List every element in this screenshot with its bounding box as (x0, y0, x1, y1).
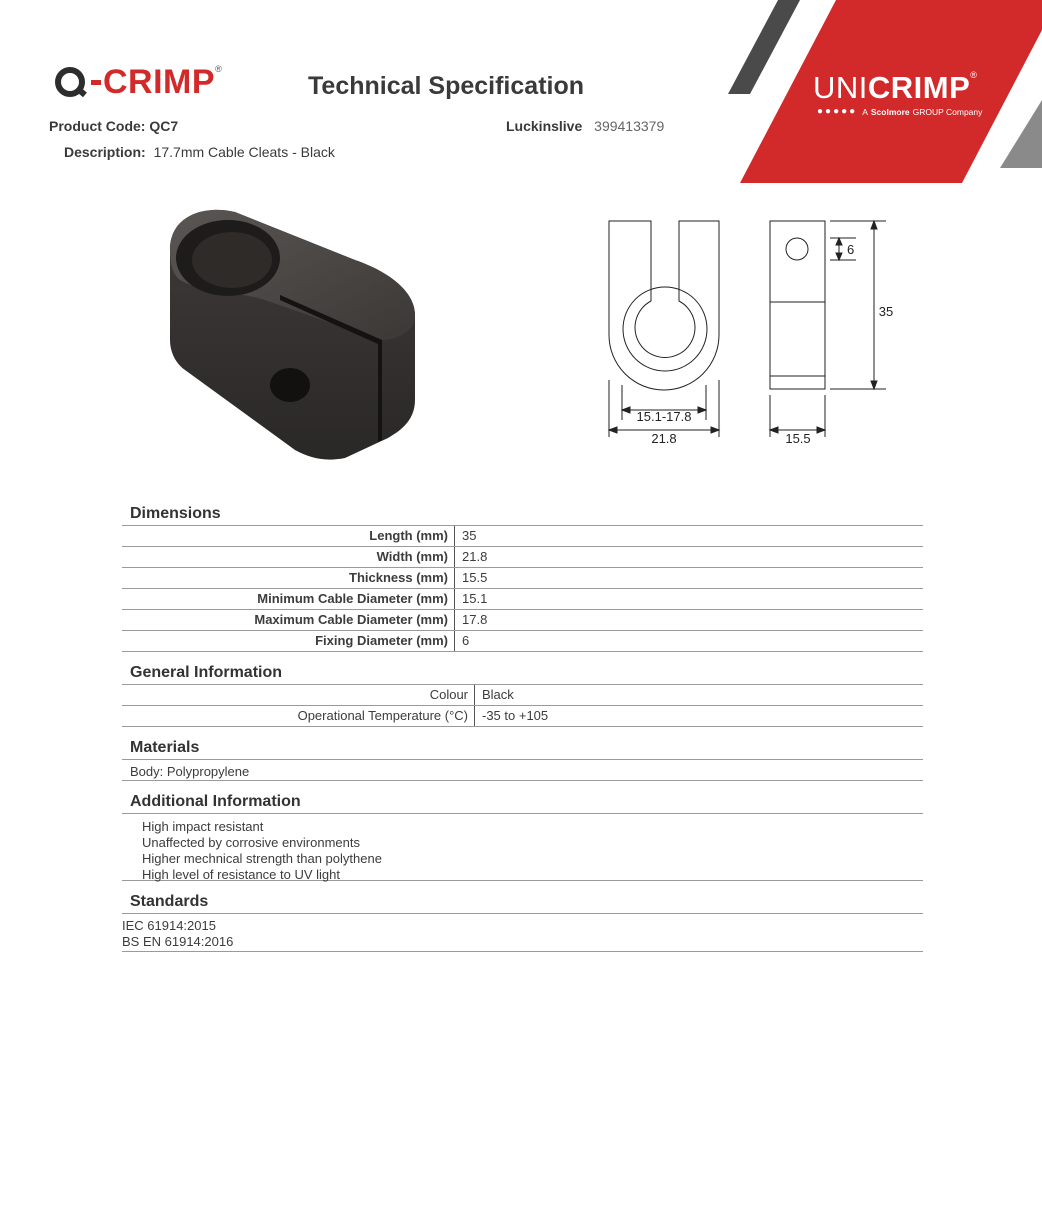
fixing-hole (270, 368, 310, 402)
row-label: Fixing Diameter (mm) (122, 631, 455, 651)
description-label: Description: (64, 144, 146, 160)
unicrimp-tagline (817, 106, 982, 117)
list-item: Unaffected by corrosive environments (142, 835, 360, 850)
arrowhead (836, 253, 842, 260)
unicrimp-bold: CRIMP (867, 70, 971, 105)
luckinslive-value: 399413379 (594, 118, 665, 134)
row-label: Length (mm) (122, 526, 455, 546)
tagline-prefix: A (862, 106, 868, 117)
tagline-dots: ●●●●● (817, 106, 858, 117)
row-value: 15.1 (462, 591, 488, 606)
product-code-label: Product Code: (49, 118, 146, 134)
list-item: BS EN 61914:2016 (122, 934, 234, 949)
dimensions-table (122, 526, 923, 652)
dim-label-thickness: 15.5 (785, 431, 811, 446)
table-row (122, 589, 923, 610)
row-value: 21.8 (462, 549, 488, 564)
list-item: Higher mechnical strength than polythene (142, 851, 382, 866)
product-code (49, 118, 178, 134)
arrowhead (836, 238, 842, 245)
unicrimp-registered: ® (970, 70, 978, 80)
specification (122, 503, 923, 952)
product-code-value: QC7 (149, 118, 179, 134)
row-label: Maximum Cable Diameter (mm) (122, 610, 455, 630)
row-label: Thickness (mm) (122, 568, 455, 588)
description-value: 17.7mm Cable Cleats - Black (153, 144, 335, 160)
row-label: Colour (122, 685, 475, 705)
product-photo (160, 200, 430, 462)
logo-wordmark: CRIMP (103, 62, 216, 101)
list-item: High impact resistant (142, 819, 264, 834)
row-value: 15.5 (462, 570, 488, 585)
table-row (122, 526, 923, 547)
row-value: 6 (462, 633, 470, 648)
bore-circle (623, 287, 707, 371)
row-value: 35 (462, 528, 477, 543)
technical-drawing (590, 205, 920, 465)
q-ring-icon (55, 67, 85, 97)
row-value: Black (482, 687, 514, 702)
general-title: General Information (122, 662, 923, 685)
standards-list (122, 914, 923, 952)
general-table (122, 685, 923, 727)
qcrimp-logo (55, 58, 222, 106)
dim-label-length: 35 (878, 304, 894, 319)
table-row (122, 706, 923, 727)
materials-block (122, 760, 923, 781)
materials-line: Body: Polypropylene (130, 764, 250, 779)
unicrimp-wordmark (813, 70, 977, 106)
dim-label-width: 21.8 (651, 431, 677, 446)
row-label: Minimum Cable Diameter (mm) (122, 589, 455, 609)
banner-dark-stripe (728, 0, 800, 94)
row-label: Operational Temperature (°C) (122, 706, 475, 726)
dimensions-title: Dimensions (122, 503, 923, 526)
luckinslive (506, 118, 664, 134)
arrowhead (871, 381, 877, 389)
arrowhead (711, 427, 719, 433)
standards-title: Standards (122, 891, 923, 914)
additional-title: Additional Information (122, 791, 923, 814)
banner-grey-stripe (1000, 100, 1042, 168)
dim-label-inner: 15.1-17.8 (636, 409, 692, 424)
table-row (122, 547, 923, 568)
arrowhead (622, 407, 630, 413)
row-value: 17.8 (462, 612, 488, 627)
luckinslive-label: Luckinslive (506, 118, 583, 134)
additional-list (122, 814, 923, 881)
arrowhead (770, 427, 778, 433)
side-fixing-circle (786, 238, 808, 260)
dim-label-fixing: 6 (847, 242, 855, 257)
logo-dash (91, 80, 101, 85)
arrowhead (609, 427, 617, 433)
page-title: Technical Specification (308, 72, 585, 100)
list-item: High level of resistance to UV light (142, 867, 340, 882)
table-row (122, 685, 923, 706)
arrowhead (698, 407, 706, 413)
tagline-company: Scolmore (870, 106, 910, 117)
row-label: Width (mm) (122, 547, 455, 567)
tagline-suffix: GROUP Company (912, 106, 983, 117)
cleat-bore-inner (192, 232, 272, 288)
front-view-outline (609, 221, 719, 390)
arrowhead (817, 427, 825, 433)
arrowhead (871, 221, 877, 229)
row-value: -35 to +105 (482, 708, 549, 723)
table-row (122, 610, 923, 631)
materials-title: Materials (122, 737, 923, 760)
table-row (122, 568, 923, 589)
table-row (122, 631, 923, 652)
list-item: IEC 61914:2015 (122, 918, 216, 933)
description (64, 144, 335, 160)
side-view-outline (770, 221, 825, 389)
registered-mark: ® (215, 64, 222, 74)
unicrimp-thin: UNI (813, 70, 868, 105)
